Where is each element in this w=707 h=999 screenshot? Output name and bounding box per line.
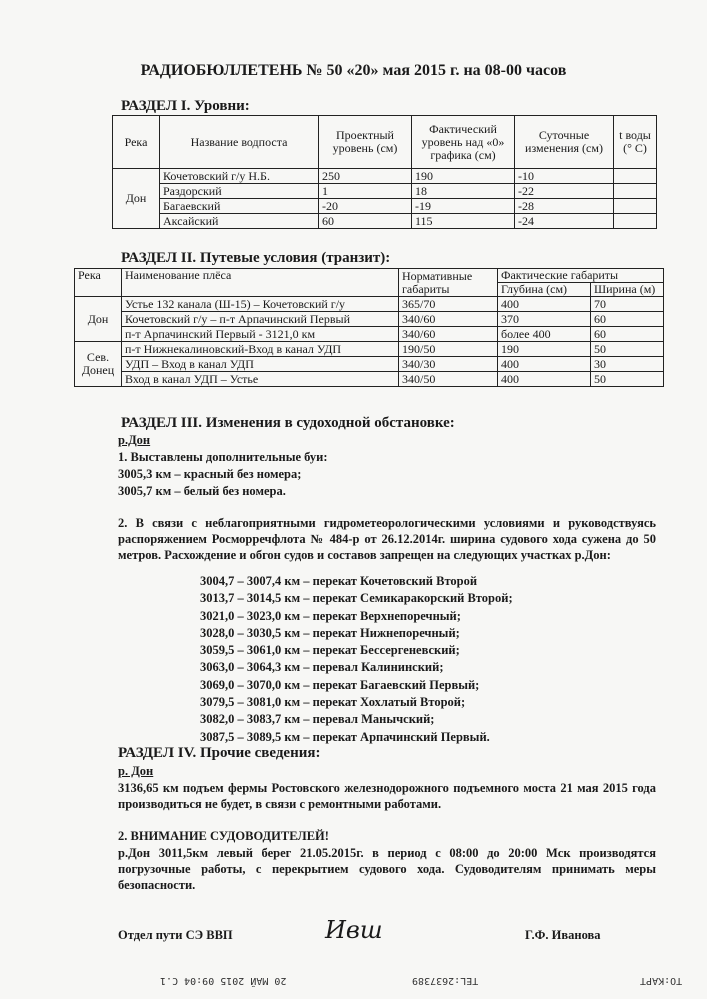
design-level: -20 [319, 199, 412, 214]
list-item: 3013,7 – 3014,5 км – перекат Семикаракорский Второй; [200, 591, 513, 606]
section-2-heading: РАЗДЕЛ II. Путевые условия (транзит): [121, 250, 391, 266]
levels-table [112, 115, 657, 229]
design-level: 1 [319, 184, 412, 199]
table-row [113, 169, 657, 184]
fax-phone: TEL:2637389 [412, 975, 479, 986]
table-row [113, 184, 657, 199]
water-temp [614, 214, 657, 229]
reach-name: п-т Нижнекалиновский-Вход в канал УДП [122, 342, 399, 357]
signer-name: Г.Ф. Иванова [525, 928, 601, 942]
fax-recipient: TO:KAPT [640, 975, 683, 986]
river-cell: Дон [113, 169, 160, 229]
restricted-sections-list [200, 573, 513, 746]
list-item: 3082,0 – 3083,7 км – перевал Манычский; [200, 712, 435, 727]
header-depth: Глубина (см) [498, 283, 591, 297]
depth: 400 [498, 357, 591, 372]
actual-level: 190 [412, 169, 515, 184]
route-conditions-table [74, 268, 664, 387]
header-actual-level: Фактический уровень над «0» графика (см) [412, 116, 515, 169]
table-row [75, 312, 664, 327]
section-4-river: р. Дон [118, 764, 154, 778]
list-item: 3069,0 – 3070,0 км – перекат Багаевский Первый; [200, 677, 480, 692]
actual-level: -19 [412, 199, 515, 214]
river-cell: Дон [75, 297, 122, 342]
header-norm-dimensions: Нормативные габариты [399, 269, 498, 297]
width: 30 [591, 357, 664, 372]
list-item: 3004,7 – 3007,4 км – перекат Кочетовский Второй [200, 574, 478, 588]
header-design-level: Проектный уровень (см) [319, 116, 412, 169]
station-name: Аксайский [160, 214, 319, 229]
reach-name: Устье 132 канала (Ш-15) – Кочетовский г/у [122, 297, 399, 312]
buoy-entry: 3005,3 км – красный без номера; [118, 467, 302, 481]
width: 50 [591, 372, 664, 387]
channel-restriction-text: 2. В связи с неблагоприятными гидрометеорологическими условиями и руководствуясь распоряжением Росморречфлота № 484-р от 26.12.2014г. ширина судового хода сужена до 50 метров. Расхождение и обгон судов и составов запрещен на следующих участках р.Дон: [118, 516, 656, 562]
daily-change: -10 [515, 169, 614, 184]
norm-dimensions: 340/60 [399, 312, 498, 327]
section-4-heading: РАЗДЕЛ IV. Прочие сведения: [118, 745, 321, 761]
attention-heading: 2. ВНИМАНИЕ СУДОВОДИТЕЛЕЙ! [118, 829, 329, 843]
list-item: 3087,5 – 3089,5 км – перекат Арпачинский Первый. [200, 729, 490, 744]
list-item: 3063,0 – 3064,3 км – перевал Калининский; [200, 660, 444, 675]
design-level: 250 [319, 169, 412, 184]
buoy-entry: 3005,7 км – белый без номера. [118, 484, 286, 498]
station-name: Раздорский [160, 184, 319, 199]
reach-name: УДП – Вход в канал УДП [122, 357, 399, 372]
design-level: 60 [319, 214, 412, 229]
buoys-item: 1. Выставлены дополнительные буи: [118, 450, 328, 464]
document-title: РАДИОБЮЛЛЕТЕНЬ № 50 «20» мая 2015 г. на 08-00 часов [140, 62, 567, 79]
header-water-temp: t воды (° С) [614, 116, 657, 169]
list-item: 3028,0 – 3030,5 км – перекат Нижнепоречный; [200, 625, 460, 640]
reach-name: п-т Арпачинский Первый - 3121,0 км [122, 327, 399, 342]
table-row [113, 199, 657, 214]
section-3-heading: РАЗДЕЛ III. Изменения в судоходной обстановке: [121, 415, 455, 431]
header-width: Ширина (м) [591, 283, 664, 297]
header-daily-change: Суточные изменения (см) [515, 116, 614, 169]
norm-dimensions: 365/70 [399, 297, 498, 312]
norm-dimensions: 340/30 [399, 357, 498, 372]
station-name: Кочетовский г/у Н.Б. [160, 169, 319, 184]
header-actual-dimensions: Фактические габариты [498, 269, 664, 283]
table-row [113, 214, 657, 229]
norm-dimensions: 190/50 [399, 342, 498, 357]
fax-timestamp: 20 MAЙ 2015 09:04 C.1 [160, 975, 287, 986]
depth: 370 [498, 312, 591, 327]
daily-change: -28 [515, 199, 614, 214]
header-river: Река [113, 116, 160, 169]
water-temp [614, 184, 657, 199]
width: 60 [591, 312, 664, 327]
width: 60 [591, 327, 664, 342]
route-table-header [75, 269, 664, 283]
section-3-river: р.Дон [118, 433, 151, 447]
width: 50 [591, 342, 664, 357]
table-row [75, 372, 664, 387]
station-name: Багаевский [160, 199, 319, 214]
list-item: 3021,0 – 3023,0 км – перекат Верхнепоречный; [200, 608, 461, 623]
depth: 400 [498, 297, 591, 312]
levels-table-header [113, 116, 657, 169]
header-river: Река [75, 269, 122, 297]
department-name: Отдел пути СЭ ВВП [118, 928, 233, 942]
bridge-notice: 3136,65 км подъем фермы Ростовского железнодорожного подъемного моста 21 мая 2015 года производиться не будет, в связи с ремонтными работами. [118, 781, 656, 811]
daily-change: -24 [515, 214, 614, 229]
norm-dimensions: 340/60 [399, 327, 498, 342]
reach-name: Вход в канал УДП – Устье [122, 372, 399, 387]
width: 70 [591, 297, 664, 312]
water-temp [614, 199, 657, 214]
loading-notice: р.Дон 3011,5км левый берег 21.05.2015г. в период с 08:00 до 20:00 Мск производятся погрузочные работы, с перекрытием судового хода. Судоводителям принимать меры безопасности. [118, 846, 656, 892]
signature: Ивш [325, 916, 383, 944]
table-row [75, 342, 664, 357]
water-temp [614, 169, 657, 184]
depth: 190 [498, 342, 591, 357]
daily-change: -22 [515, 184, 614, 199]
actual-level: 115 [412, 214, 515, 229]
list-item: 3079,5 – 3081,0 км – перекат Хохлатый Второй; [200, 695, 466, 710]
depth: более 400 [498, 327, 591, 342]
depth: 400 [498, 372, 591, 387]
table-row [75, 357, 664, 372]
header-station: Название водпоста [160, 116, 319, 169]
reach-name: Кочетовский г/у – п-т Арпачинский Первый [122, 312, 399, 327]
river-cell: Сев. Донец [75, 342, 122, 387]
header-reach-name: Наименование плёса [122, 269, 399, 297]
list-item: 3059,5 – 3061,0 км – перекат Бессергеневский; [200, 643, 460, 658]
actual-level: 18 [412, 184, 515, 199]
table-row [75, 297, 664, 312]
norm-dimensions: 340/50 [399, 372, 498, 387]
section-1-heading: РАЗДЕЛ I. Уровни: [121, 98, 250, 114]
table-row [75, 327, 664, 342]
